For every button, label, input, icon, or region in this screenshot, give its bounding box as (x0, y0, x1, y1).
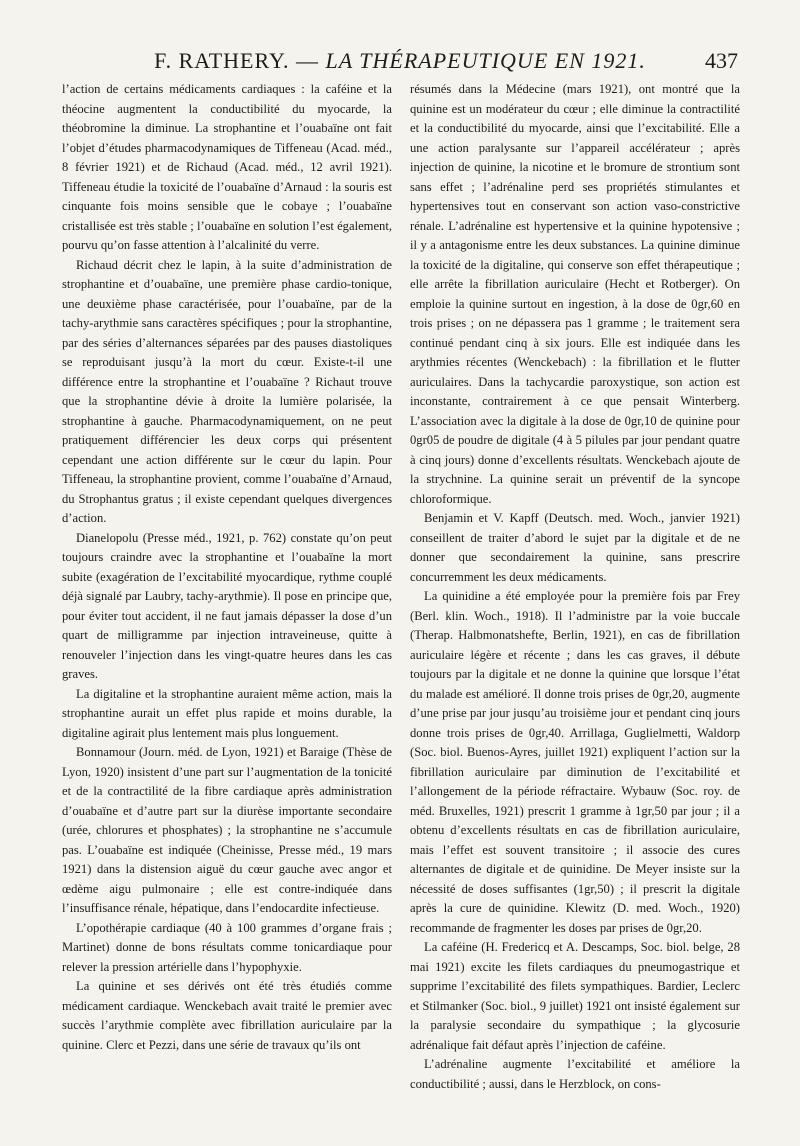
running-title (62, 46, 738, 76)
left-column (62, 80, 392, 1055)
page-number: 437 (705, 48, 738, 73)
paragraph: La digitaline et la strophantine auraient même action, mais la strophantine aurait un effet plus rapide et moins durable, la digitaline agirait plus lentement mais plus longuement. (62, 686, 392, 740)
header-separator: — (289, 48, 326, 73)
running-header (62, 46, 738, 76)
paragraph: La quinine et ses dérivés ont été très étudiés comme médicament cardiaque. Wenckebach avait traité le premier avec succès l’arythmie complète avec fibrillation auriculaire par la quinine. Clerc et Pezzi, dans une série de travaux qu’ils ont (62, 979, 392, 1052)
paragraph: L’adrénaline augmente l’excitabilité et améliore la conductibilité ; aussi, dans le Herzblock, on cons- (410, 1057, 740, 1091)
paragraph: La caféine (H. Fredericq et A. Descamps, Soc. biol. belge, 28 mai 1921) excite les filets cardiaques du pneumogastrique et supprime l’excitabilité des filets sympathiques. Bardier, Leclerc et Stilmanker (Soc. biol., 9 juillet) 1921 ont insisté également sur la paralysie secondaire du sympathique ; la glycosurie adrénalique fait défaut après l’injection de caféine. (410, 940, 740, 1052)
paragraph: l’action de certains médicaments cardiaques : la caféine et la théocine augmentent la conductibilité du myocarde, la théobromine la diminue. La strophantine et l’ouabaïne ont fait l’objet d’études pharmacodynamiques de Tiffeneau (Acad. méd., 8 février 1921) et de Richaud (Acad. méd., 12 avril 1921). Tiffeneau étudie la toxicité de l’ouabaïne d’Arnaud : la souris est cinquante fois moins sensible que le cobaye ; l’ouabaïne cristallisée est très stable ; l’ouabaïne en solution l’est également, pourvu qu’on fasse attention à l’alcalinité du verre. (62, 82, 392, 252)
header-subject: LA THÉRAPEUTIQUE EN 1921. (325, 48, 646, 73)
paragraph: Bonnamour (Journ. méd. de Lyon, 1921) et Baraige (Thèse de Lyon, 1920) insistent d’une part sur l’augmentation de la tonicité et de la contractilité de la fibre cardiaque après administration d’ouabaïne et d’autre part sur la diurèse importante secondaire (urée, chlorures et phosphates) ; la strophantine ne s’accumule pas. L’ouabaïne est indiquée (Cheinisse, Presse méd., 19 mars 1921) dans la distension aiguë du cœur gauche avec angor et œdème aigu pulmonaire ; elle est contre-indiquée dans l’insuffisance rénale, hépatique, dans l’endocardite infectieuse. (62, 745, 392, 915)
paragraph: Benjamin et V. Kapff (Deutsch. med. Woch., janvier 1921) conseillent de traiter d’abord le sujet par la digitale et de ne donner que secondairement la quinine, sans prescrire concurremment les deux médicaments. (410, 511, 740, 584)
header-author: F. RATHERY. (154, 48, 290, 73)
paragraph: La quinidine a été employée pour la première fois par Frey (Berl. klin. Woch., 1918). Il l’administre par la voie buccale (Therap. Halbmonatshefte, Berlin, 1921), en cas de fibrillation auriculaire légère et récente ; dans les cas graves, il débute toujours par la digitale et ne donne la quinine que lorsque l’état du malade est amélioré. Il donne trois prises de 0gr,20, augmente d’une prise par jour jusqu’au troisième jour et pendant cinq jours donne trois prises de 0gr,40. Arrillaga, Guglielmetti, Waldorp (Soc. biol. Buenos-Ayres, juillet 1921) expliquent l’action sur la fibrillation auriculaire par diminution de l’excitabilité et l’allongement de la période réfractaire. Wybauw (Soc. roy. de méd. Bruxelles, 1921) prescrit 1 gramme à 1gr,50 par jour ; il a obtenu d’excellents résultats en cas de fibrillation auriculaire, mais l’effet est souvent transitoire ; il associe des cures alternantes de digitale et de quinidine. De Meyer insiste sur la nécessité de doses suffisantes (1gr,50) ; il prescrit la digitale après la cure de quinidine. Klewitz (D. med. Woch., 1920) recommande de fragmenter les doses par prises de 0gr,20. (410, 589, 740, 935)
paragraph: Dianelopolu (Presse méd., 1921, p. 762) constate qu’on peut toujours craindre avec la strophantine et l’ouabaïne la mort subite (exagération de l’excitabilité myocardique, rythme couplé déjà signalé par Laubry, tachy-arythmie). Il pose en principe que, pour éviter tout accident, il ne faut jamais dépasser la dose d’un quart de milligramme par injection intraveineuse, quitte à renouveler l’injection dans les vingt-quatre heures dans les cas graves. (62, 530, 392, 681)
right-column (410, 80, 740, 1094)
paragraph: Richaud décrit chez le lapin, à la suite d’administration de strophantine et d’ouabaïne, une première phase cardio-tonique, une deuxième phase caractérisée, pour l’ouabaïne, par de la tachy-arythmie sans caractères spécifiques ; pour la strophantine, par des séries d’alternances séparées par des pauses diastoliques se reproduisant jusqu’à la mort du cœur. Existe-t-il une différence entre la strophantine et l’ouabaïne ? Richaut trouve que la strophantine dévie à droite la lumière polarisée, la strophantine à gauche. Pharmacodynamiquement, on ne peut pratiquement différencier les deux corps qui présentent cependant une action différente sur le cœur du lapin. Pour Tiffeneau, la strophantine provient, comme l’ouabaïne d’Arnaud, du Strophantus gratus ; il existe cependant quelques divergences d’action. (62, 257, 392, 525)
paragraph: résumés dans la Médecine (mars 1921), ont montré que la quinine est un modérateur du cœur ; elle diminue la contractilité et la conductibilité du myocarde, ainsi que l’excitabilité. Elle a une action paralysante sur l’appareil accélérateur ; après injection de quinine, la nicotine et le bromure de strontium sont sans effet ; l’adrénaline perd ses propriétés stimulantes et hypertensives tout en conservant son action vaso-constrictive rénale. L’adrénaline est hypertensive et la quinine hypotensive ; il y a antagonisme entre les deux substances. La quinine diminue la toxicité de la digitaline, qui conserve son effet thérapeutique ; elle arrête la fibrillation auriculaire (Hecht et Rotberger). On emploie la quinine surtout en ingestion, à la dose de 0gr,60 en trois prises ; on ne dépassera pas 1 gramme ; le traitement sera continué pendant cinq à six jours. Elle est indiquée dans les arythmies récentes (Wenckebach) : la fibrillation et le flutter auriculaires. Dans la tachycardie paroxystique, son action est inconstante, contrairement à ce que pensait Winterberg. L’association avec la digitale à la dose de 0gr,10 de quinine pour 0gr05 de poudre de digitale (4 à 5 pilules par jour pendant quatre à cinq jours) donne d’excellents résultats. Wenckebach ajoute de la strychnine. La quinine serait un préventif de la syncope chloroformique. (410, 82, 740, 506)
paragraph: L’opothérapie cardiaque (40 à 100 grammes d’organe frais ; Martinet) donne de bons résultats comme tonicardiaque pour relever la pression artérielle dans l’hypophyxie. (62, 920, 392, 974)
